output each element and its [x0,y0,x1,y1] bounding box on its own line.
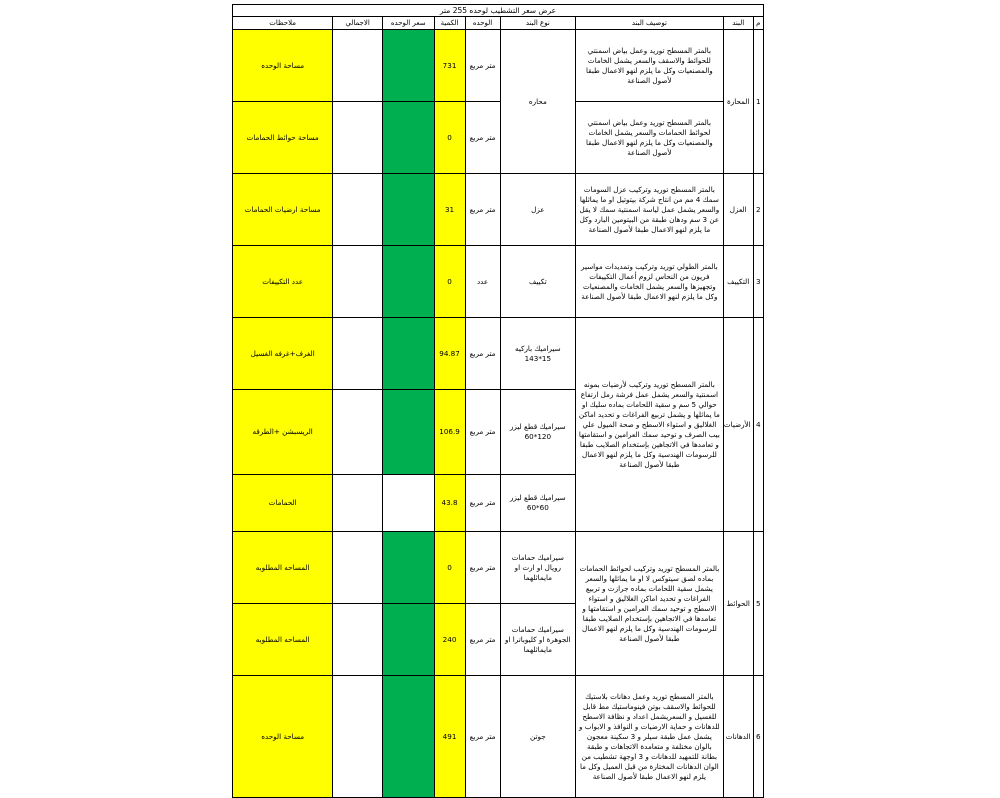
item-type: سيراميك قطع ليزر 60*60 [500,475,575,532]
item-quantity[interactable]: 0 [434,246,465,318]
item-number: 1 [753,30,763,174]
table-row [233,246,764,318]
header-unit: الوحده [465,17,500,30]
item-name: الحوائط [723,532,753,676]
item-quantity[interactable]: 43.8 [434,475,465,532]
item-unit: متر مربع [465,604,500,676]
header-desc: توصيف البند [576,17,724,30]
item-notes: الغرف+غرفه الغسيل [233,318,333,390]
item-number: 4 [753,318,763,532]
item-type: سيراميك قطع ليزر 120*60 [500,390,575,475]
item-notes: مساحة الوحده [233,676,333,798]
total-cell[interactable] [333,318,383,390]
page-title: عرض سعر التشطيب لوحده 255 متر [233,5,764,17]
item-notes: مساحة ارضيات الحمامات [233,174,333,246]
header-qty: الكمية [434,17,465,30]
table-row [233,318,764,390]
item-description: بالمتر المسطح توريد وتركيب لحوائط الحمامات بماده لصق سيتوكس لا او ما يماثلها والسعر يشمل سقية اللحامات بماده جرازت و تربيع الفراغات و تحديد اماكن الغلاليق و استواء الاسطح و توحيد سمك العرامين و استقامتها و تعامدها في الاتجاهين بإستخدام الصلايب طبقا للرسومات الهندسية وكل ما يلزم لنهو الاعمال طبقا لأصول الصناعة [576,532,724,676]
unit-price-cell[interactable] [382,604,434,676]
unit-price-cell[interactable] [382,246,434,318]
header-notes: ملاحظات [233,17,333,30]
item-unit: متر مربع [465,318,500,390]
item-description: بالمتر المسطح توريد وعمل دهانات بلاستيك للحوائط والاسقف بوتن فينوماستيك مط قابل للغسيل و السعريشمل اعداد و نظافة الاسطح للدهانات و حماية الارضيات و النوافذ و الابواب و يشمل عمل طبقة سيلر و 3 سكينة معجون بالوان مختلفة و متعامدة الاتجاهات و طبقة بطانة للتمهيد للدهانات و 3 اوجهة تشطيب من الوان الدهانات المختارة من قبل العميل وكل ما يلزم لنهو الاعمال طبقا لأصول الصناعة [576,676,724,798]
table-row [233,532,764,604]
header-num: م [753,17,763,30]
item-quantity[interactable]: 491 [434,676,465,798]
unit-price-cell[interactable] [382,475,434,532]
total-cell[interactable] [333,102,383,174]
item-description: بالمتر المسطح توريد وتركيب لأرضيات بمونه اسمنتية والسعر يشمل عمل فرشة رمل ارتفاع حوالي 5 سم و سقية اللحامات بماده سليك او ما يماثلها و يشمل تربيع الفراغات و تحديد اماكن الغلاليق و استواء الاسطح و صحة الميول علي بيب الصرف و توحيد سمك العرامين و استقامتها و تعامدها في الاتجاهين بإستخدام الصلايب طبقا للرسومات الهندسية وكل ما يلزم لنهو الاعمال طبقا لأصول الصناعة [576,318,724,532]
unit-price-cell[interactable] [382,174,434,246]
item-number: 3 [753,246,763,318]
item-name: التكييف [723,246,753,318]
total-cell[interactable] [333,604,383,676]
table-row [233,30,764,102]
unit-price-cell[interactable] [382,676,434,798]
quotation-table [232,4,764,798]
item-type: سيراميك حمامات الجوهرة او كليوباترا او مايماثلهما [500,604,575,676]
item-notes: الحمامات [233,475,333,532]
total-cell[interactable] [333,174,383,246]
item-type: محاره [500,30,575,174]
item-quantity[interactable]: 0 [434,102,465,174]
header-type: نوع البند [500,17,575,30]
item-notes: مساحة حوائط الحمامات [233,102,333,174]
item-description: بالمتر المسطح توريد وعمل بياض اسمنتي لحوائط الحمامات والسعر يشمل الخامات والمصنعيات وكل ما يلزم لنهو الاعمال طبقا لأصول الصناعة [576,102,724,174]
item-unit: متر مربع [465,390,500,475]
header-total: الاجمالي [333,17,383,30]
header-unit-price: سعر الوحده [382,17,434,30]
unit-price-cell[interactable] [382,532,434,604]
item-quantity[interactable]: 31 [434,174,465,246]
item-unit: متر مربع [465,30,500,102]
item-name: الدهانات [723,676,753,798]
header-item: البند [723,17,753,30]
item-description: بالمتر المسطح توريد وعمل بياض اسمنتي للحوائط والاسقف والسعر يشمل الخامات والمصنعيات وكل ما يلزم لنهو الاعمال طبقا لأصول الصناعة [576,30,724,102]
item-number: 2 [753,174,763,246]
total-cell[interactable] [333,475,383,532]
item-unit: عدد [465,246,500,318]
unit-price-cell[interactable] [382,102,434,174]
unit-price-cell[interactable] [382,30,434,102]
item-type: جوتن [500,676,575,798]
total-cell[interactable] [333,390,383,475]
item-description: بالمتر المسطح توريد وتركيب عزل السومات سمك 4 مم من انتاج شركة بيتوتيل او ما يماثلها والسعر يشمل عمل لياسة اسمنتية سمك لا يقل عن 3 سم ودهان طبقة من البيتومين البارد وكل ما يلزم لنهو الاعمال طبقا لأصول الصناعة [576,174,724,246]
item-quantity[interactable]: 731 [434,30,465,102]
total-cell[interactable] [333,532,383,604]
table-row [233,676,764,798]
item-quantity[interactable]: 106.9 [434,390,465,475]
item-type: تكييف [500,246,575,318]
item-notes: الريسبشن +الطرقه [233,390,333,475]
item-quantity[interactable]: 94.87 [434,318,465,390]
item-unit: متر مربع [465,174,500,246]
item-notes: عدد التكييفات [233,246,333,318]
item-name: المحارة [723,30,753,174]
item-number: 6 [753,676,763,798]
item-type: سيراميك باركيه 15*143 [500,318,575,390]
total-cell[interactable] [333,246,383,318]
item-notes: مساحة الوحده [233,30,333,102]
item-notes: المساحه المطلوبه [233,532,333,604]
item-unit: متر مربع [465,676,500,798]
item-number: 5 [753,532,763,676]
unit-price-cell[interactable] [382,318,434,390]
item-name: الأرضيات [723,318,753,532]
item-unit: متر مربع [465,532,500,604]
item-type: سيراميك حمامات رويال او ارت او مايماثلهما [500,532,575,604]
total-cell[interactable] [333,676,383,798]
item-unit: متر مربع [465,475,500,532]
item-name: العزل [723,174,753,246]
total-cell[interactable] [333,30,383,102]
item-quantity[interactable]: 240 [434,604,465,676]
table-row [233,102,764,174]
item-description: بالمتر الطولي توريد وتركيب وتمديدات مواسير فريون من النحاس لزوم أعمال التكييفات وتجهيزها والسعر يشمل الخامات والمصنعيات وكل ما يلزم لنهو الاعمال طبقا لأصول الصناعة [576,246,724,318]
header-row [233,17,764,30]
item-notes: المساحه المطلوبه [233,604,333,676]
unit-price-cell[interactable] [382,390,434,475]
table-row [233,174,764,246]
item-type: عزل [500,174,575,246]
item-unit: متر مربع [465,102,500,174]
item-quantity[interactable]: 0 [434,532,465,604]
